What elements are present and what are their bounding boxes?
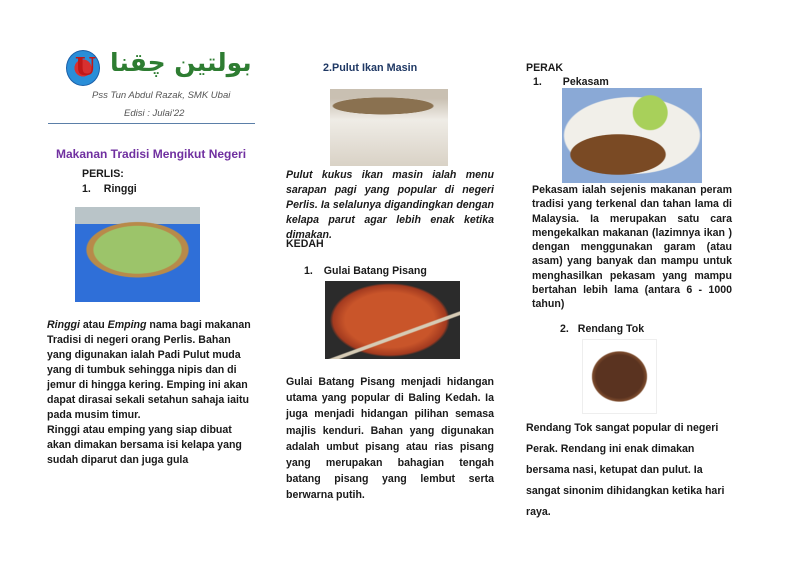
school-logo [66,50,100,86]
item-heading-rendang-tok: 2. Rendang Tok [560,323,645,335]
ringgi-image [75,207,200,302]
edition-label: Edisi : Julai'22 [124,108,185,119]
item-heading-pulut-ikan-masin: 2.Pulut Ikan Masin [323,62,418,74]
state-heading-perlis: PERLIS: [82,168,124,180]
state-heading-kedah: KEDAH [286,238,324,250]
school-name: Pss Tun Abdul Razak, SMK Ubai [92,90,231,101]
ringgi-description: Ringgi atau Emping nama bagi makanan Tradisi di negeri orang Perlis. Bahan yang digunakan ialah Padi Pulut muda yang di tumbuk sehingga nipis dan di jemur di hingga kering. Emping ini akan dapat dirasai sekali setahun sahaja iaitu pada musim timur. [47,319,251,421]
gulai-batang-pisang-image [325,281,460,359]
rendang-tok-description: Rendang Tok sangat popular di negeri Perak. Rendang ini enak dimakan bersama nasi, ketupat dan pulut. Ia sangat sinonim dihidangkan ketika hari raya. [526,422,725,518]
item-heading-ringgi [82,182,137,197]
item-name: Ringgi [103,183,137,195]
section-title: Makanan Tradisi Mengikut Negeri [56,147,247,161]
bulletin-title: بولتين چقنا [110,48,252,77]
logo-letter: U [75,52,96,81]
rendang-tok-image [582,339,657,414]
italic-ringgi: Ringgi [47,319,80,331]
ringgi-serving-note: Ringgi atau emping yang siap dibuat akan dimakan bersama isi kelapa yang sudah diparut dan juga gula [47,424,242,466]
gulai-batang-pisang-description: Gulai Batang Pisang menjadi hidangan utama yang popular di Baling Kedah. Ia juga menjadi hidangan pilihan semasa majlis kenduri. Bahan yang digunakan adalah umbut pisang atau rias pisang yang merupakan bahagian tengah batang pisang yang lembut serta berwarna putih. [286,376,494,502]
pekasam-description: Pekasam ialah sejenis makanan peram tradisi yang terkenal dan tahan lama di Malaysia. Ia merupakan satu cara mengekalkan makanan (lazimnya ikan ) dengan menggunakan garam (atau asam) yang banyak dan mampu untuk menghasilkan pekasam yang mampu bertahan lebih lama (antara 6 - 1000 tahun) [532,184,732,311]
item-number: 1. [82,183,91,195]
header-divider [48,123,255,124]
pulut-ikan-masin-description: Pulut kukus ikan masin ialah menu sarapan pagi yang popular di negeri Perlis. Ia selalunya digandingkan dengan kelapa parut agar lebih enak ketika dimakan. [286,169,494,241]
pekasam-image [562,88,702,183]
italic-emping: Emping [107,319,147,331]
item-heading-gulai-batang-pisang: 1. Gulai Batang Pisang [304,265,427,277]
item-heading-pekasam: 1. Pekasam [533,76,609,88]
pulut-ikan-masin-image [330,89,448,166]
state-heading-perak: PERAK [526,62,564,74]
